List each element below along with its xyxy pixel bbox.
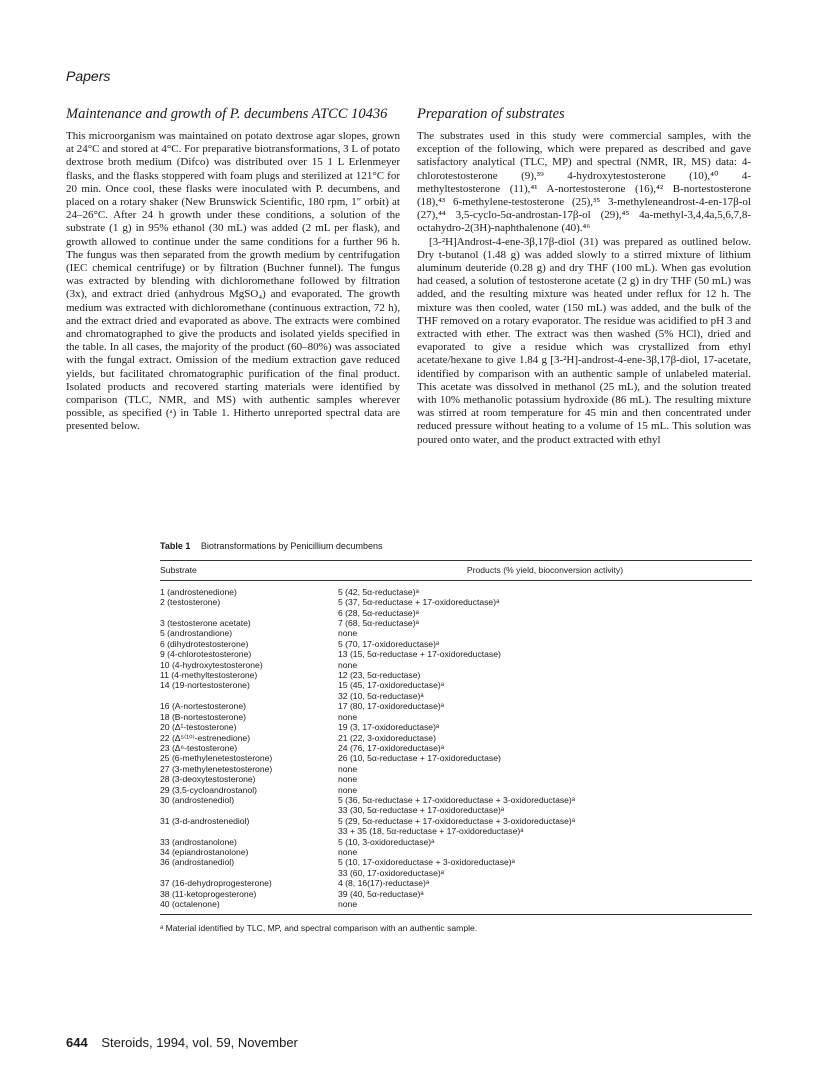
substrate-cell: 9 (4-chlorotestosterone) [160, 649, 252, 660]
table-header-row [160, 561, 752, 580]
products-cell: 24 (76, 17-oxidoreductase)ᵃ [338, 742, 444, 753]
table-row [160, 795, 752, 805]
table-row [160, 878, 752, 888]
substrate-cell: 20 (Δ¹-testosterone) [160, 722, 237, 733]
substrate-cell: 5 (androstandione) [160, 628, 233, 639]
substrates-heading: Preparation of substrates [417, 106, 565, 122]
substrates-paragraph-1: The substrates used in this study were commercial samples, with the exception of the following, which were prepared as described and gave satisfactory analytical (TLC, MP) and spectral (NMR, IR, MS) data: 4-chlorotestosterone (9),³⁹ 4-hydroxytestosterone (10),⁴⁰ 4-methyltestosterone (11),⁴¹ A-nortestosterone (16),⁴² B-nortestosterone (18),⁴³ 6-methylene-testosterone (25),³⁵ 3-methyleneandrost-4-en-17β-ol (27),⁴⁴ 3,5-cyclo-5α-androstan-17β-ol (29),⁴⁵ 4a-methyl-3,4,4a,5,6,7,8-octahydro-2(3H)-naphthalenone (40).⁴⁶ [417, 130, 751, 235]
section-label: Papers [66, 68, 111, 84]
substrate-cell: 30 (androstenediol) [160, 794, 235, 805]
table-row [160, 837, 752, 847]
products-cell: none [338, 628, 358, 639]
table-row [160, 660, 752, 670]
products-cell: none [338, 784, 358, 795]
table-row [160, 701, 752, 711]
table-row [160, 628, 752, 638]
table-row [160, 868, 752, 878]
substrate-cell [160, 805, 338, 815]
table-row [160, 733, 752, 743]
products-cell: 5 (10, 17-oxidoreductase + 3-oxidoreductase)ᵃ [338, 857, 515, 868]
substrate-cell: 22 (Δ⁵⁽¹⁰⁾-estrenedione) [160, 732, 251, 743]
substrate-cell: 6 (dihydrotestosterone) [160, 638, 249, 649]
substrates-paragraph-2: [3-²H]Androst-4-ene-3β,17β-diol (31) was prepared as outlined below. Dry t-butanol (1.48 g) was added slowly to a stirred mixture of lithium aluminum deuteride (0.28 g) and dry THF (100 mL). When gas evolution had ceased, a solution of testosterone acetate (2 g) in dry THF (50 mL) was added, and the resulting mixture was heated under reflux for 12 h. The mixture was then cooled, water (150 mL) was added, and the bulk of the THF removed on a rotary evaporator. The residue was acidified to pH 3 and extracted with ether. The extract was then washed (5% HCl), dried and evaporated to give a residue which was crystallized from ethyl acetate/hexane to give 1.84 g [3-²H]-androst-4-ene-3β,17β-diol, 17-acetate, identified by comparison with an authentic sample of unlabeled material. This acetate was dissolved in methanol (25 mL), and the solution treated with 10% methanolic potassium hydroxide (86 mL). The resulting mixture was stirred at room temperature for 45 min and then concentrated under reduced pressure without heating to a volume of 15 mL. This solution was poured onto water, and the product extracted with ethyl [417, 235, 751, 446]
right-column [417, 106, 751, 447]
table-row [160, 618, 752, 628]
substrate-cell: 33 (androstanolone) [160, 836, 237, 847]
table-row [160, 743, 752, 753]
table-row [160, 639, 752, 649]
table-row [160, 722, 752, 732]
substrate-cell: 1 (androstenedione) [160, 586, 237, 597]
table-row [160, 899, 752, 915]
products-cell: none [338, 846, 358, 857]
substrate-cell: 10 (4-hydroxytestosterone) [160, 659, 263, 670]
products-cell: 5 (42, 5α-reductase)ᵃ [338, 586, 419, 597]
substrate-cell: 34 (epiandrostanolone) [160, 846, 249, 857]
table-caption-text: Biotransformations by Penicillium decumbens [200, 541, 383, 551]
products-cell: 12 (23, 5α-reductase) [338, 670, 421, 681]
growth-paragraph: This microorganism was maintained on potato dextrose agar slopes, grown at 24°C and stored at 4°C. For preparative biotransformations, 3 L of potato dextrose broth medium (Difco) was distributed over 15 1 L Erlenmeyer flasks, and the flasks stoppered with foam plugs and sterilized at 121°C for 20 min. Once cool, these flasks were inoculated with P. decumbens, and placed on a rotary shaker (New Brunswick Scientific, 180 rpm, 1″ orbit) at 24–26°C. After 24 h growth under these conditions, a solution of the substrate (1 g) in 95% ethanol (30 mL) was added (2 mL per flask), and growth allowed to continue under the same conditions for a further 96 h. The fungus was then separated from the growth medium by centrifugation (IEC chemical centrifuge) or by filtration (Buchner funnel). The fungus was extracted by blending with dichloromethane followed by filtration (3x), and extract dried (anhydrous MgSO₄) and evaporated. The growth medium was extracted with dichloromethane (continuous extraction, 72 h), and the extract dried and evaporated as above. The extracts were combined and chromatographed to give the products and isolated yields specified in the table. In all cases, the majority of the product (60–80%) was associated with the fungal extract. Omission of the medium extraction gave reduced yields, but facilitated chromatographic purification of the final product. Isolated products and recovered starting materials were identified by comparison (TLC, NMR, and MS) with authentic samples wherever possible, as specified (ᵃ) in Table 1. Hitherto unreported spectral data are presented below. [66, 130, 400, 433]
table-row [160, 680, 752, 690]
substrate-cell: 40 (octalenone) [160, 899, 220, 909]
products-cell: 26 (10, 5α-reductase + 17-oxidoreductase) [338, 753, 501, 764]
products-cell: 33 (60, 17-oxidoreductase)ᵃ [338, 867, 444, 878]
products-cell: 5 (29, 5α-reductase + 17-oxidoreductase + 3-oxidoreductase)ᵃ [338, 815, 575, 826]
table-row [160, 785, 752, 795]
substrate-cell: 2 (testosterone) [160, 597, 221, 608]
substrate-cell [160, 608, 338, 618]
substrate-cell: 27 (3-methylenetestosterone) [160, 763, 273, 774]
substrate-cell: 3 (testosterone acetate) [160, 618, 251, 629]
table-row [160, 805, 752, 815]
products-cell: 5 (10, 3-oxidoreductase)ᵃ [338, 836, 435, 847]
table-footnote: ᵃ Material identified by TLC, MP, and spectral comparison with an authentic sample. [160, 923, 478, 934]
table-row [160, 764, 752, 774]
products-cell: 17 (80, 17-oxidoreductase)ᵃ [338, 701, 444, 712]
growth-heading [66, 106, 400, 122]
table-row [160, 857, 752, 867]
page-number: 644 [66, 1035, 88, 1050]
substrate-cell: 36 (androstanediol) [160, 857, 235, 868]
table-row [160, 712, 752, 722]
products-cell: 33 + 35 (18, 5α-reductase + 17-oxidoreductase)ᵃ [338, 826, 524, 837]
products-cell: none [338, 659, 358, 670]
substrate-cell: 23 (Δ⁶-testosterone) [160, 742, 238, 753]
table-row [160, 597, 752, 607]
products-cell: 5 (70, 17-oxidoreductase)ᵃ [338, 638, 440, 649]
table-row [160, 774, 752, 784]
substrate-cell: 37 (16-dehydroprogesterone) [160, 878, 272, 889]
table-row [160, 826, 752, 836]
table-body [160, 580, 752, 915]
table-row [160, 608, 752, 618]
products-cell: 4 (8, 16(17)-reductase)ᵃ [338, 878, 430, 889]
substrate-cell: 38 (11-ketoprogesterone) [160, 888, 257, 899]
substrate-cell [160, 691, 338, 701]
products-cell: none [338, 763, 358, 774]
table-row [160, 580, 752, 597]
journal-citation: Steroids, 1994, vol. 59, November [101, 1035, 298, 1050]
products-cell: none [338, 774, 358, 785]
products-cell: 15 (45, 17-oxidoreductase)ᵃ [338, 680, 444, 691]
substrate-cell [160, 826, 338, 836]
substrate-cell: 18 (B-nortestosterone) [160, 711, 246, 722]
table-row [160, 753, 752, 763]
substrate-cell: 16 (A-nortestosterone) [160, 701, 246, 712]
biotransformation-table [160, 560, 752, 915]
products-cell: 39 (40, 5α-reductase)ᵃ [338, 888, 424, 899]
table-row [160, 649, 752, 659]
table-row [160, 889, 752, 899]
products-cell: 32 (10, 5α-reductase)ᵃ [338, 690, 424, 701]
table-1 [160, 541, 752, 934]
products-cell: 19 (3, 17-oxidoreductase)ᵃ [338, 722, 440, 733]
substrate-cell: 29 (3,5-cycloandrostanol) [160, 784, 257, 795]
products-column-header: Products (% yield, bioconversion activity) [466, 565, 624, 576]
substrate-cell [160, 868, 338, 878]
table-row [160, 816, 752, 826]
products-cell: 5 (36, 5α-reductase + 17-oxidoreductase + 3-oxidoreductase)ᵃ [338, 794, 575, 805]
substrate-cell: 11 (4-methyltestosterone) [160, 670, 258, 681]
table-row [160, 847, 752, 857]
products-cell: none [338, 711, 358, 722]
products-cell: 5 (37, 5α-reductase + 17-oxidoreductase)ᵃ [338, 597, 500, 608]
table-number: Table 1 [160, 541, 191, 551]
substrate-cell: 25 (6-methylenetestosterone) [160, 753, 273, 764]
left-column [66, 106, 400, 434]
products-cell: 21 (22, 3-oxidoreductase) [338, 732, 436, 743]
substrate-cell: 28 (3-deoxytestosterone) [160, 774, 256, 785]
table-caption [160, 541, 752, 551]
substrate-cell: 14 (19-nortestosterone) [160, 680, 250, 691]
table-row [160, 670, 752, 680]
table-row [160, 691, 752, 701]
products-cell: 7 (68, 5α-reductase)ᵃ [338, 618, 419, 629]
products-cell: none [338, 899, 358, 909]
substrate-cell: 31 (3-d-androstenediol) [160, 815, 250, 826]
products-cell: 33 (30, 5α-reductase + 17-oxidoreductase)ᵃ [338, 805, 505, 816]
products-cell: 6 (28, 5α-reductase)ᵃ [338, 607, 419, 618]
growth-heading-text: Maintenance and growth of P. decumbens ATCC 10436 [66, 106, 388, 122]
page-footer [66, 1035, 298, 1050]
substrate-column-header: Substrate [160, 565, 197, 576]
products-cell: 13 (15, 5α-reductase + 17-oxidoreductase) [338, 649, 501, 660]
